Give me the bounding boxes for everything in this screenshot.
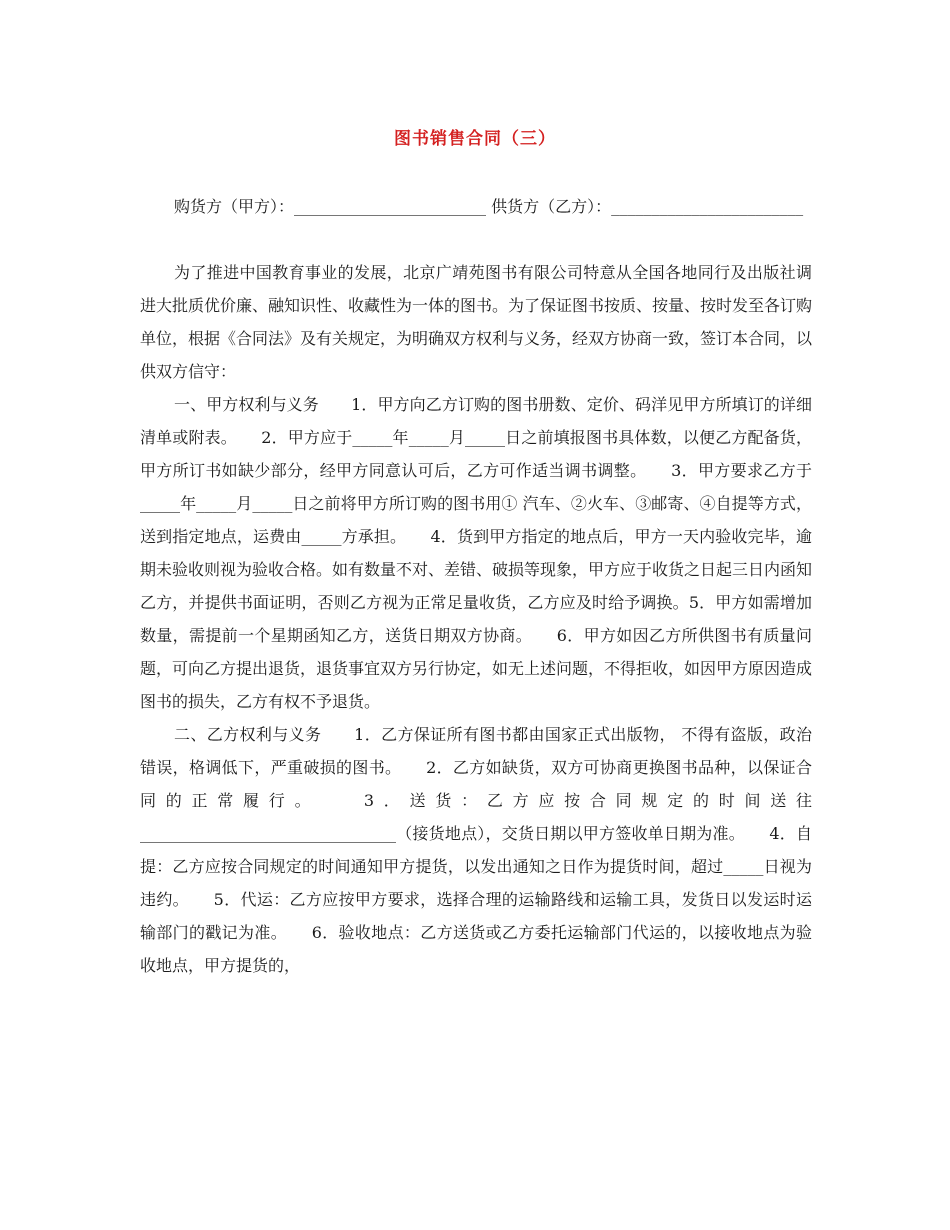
parties-line: 购货方（甲方）：________________________ 供货方（乙方）：________________________ [174,197,804,216]
document-title: 图书销售合同（三） [394,129,556,149]
paragraph-party-b-rights: 二、乙方权利与义务 1．乙方保证所有图书都由国家正式出版物， 不得有盗版，政治错误，格调低下，严重破损的图书。 2．乙方如缺货，双方可协商更换图书品种，以保证合同的正常履行。 3．送货：乙方应按合同规定的时间送往________________________________（接货地点），交货日期以甲方签收单日期为准。 4．自提：乙方应按合同规定的时间通知甲方提货，以发出通知之日作为提货时间，超过_____日视为违约。 5．代运：乙方应按甲方要求，选择合理的运输路线和运输工具，发货日以发运时运输部门的戳记为准。 6．验收地点：乙方送货或乙方委托运输部门代运的，以接收地点为验收地点，甲方提货的， [140,725,812,975]
contract-body [140,256,812,982]
paragraph-intro: 为了推进中国教育事业的发展，北京广靖苑图书有限公司特意从全国各地同行及出版社调进大批质优价廉、融知识性、收藏性为一体的图书。为了保证图书按质、按量、按时发至各订购单位，根据《合同法》及有关规定，为明确双方权利与义务，经双方协商一致，签订本合同，以供双方信守： [140,263,813,381]
paragraph-party-a-rights: 一、甲方权利与义务 1．甲方向乙方订购的图书册数、定价、码洋见甲方所填订的详细清单或附表。 2．甲方应于_____年_____月_____日之前填报图书具体数，以便乙方配备货，甲方所订书如缺少部分，经甲方同意认可后，乙方可作适当调书调整。 3．甲方要求乙方于_____年_____月_____日之前将甲方所订购的图书用① 汽车、②火车、③邮寄、④自提等方式，送到指定地点，运费由_____方承担。 4．货到甲方指定的地点后，甲方一天内验收完毕，逾期未验收则视为验收合格。如有数量不对、差错、破损等现象，甲方应于收货之日起三日内函知乙方，并提供书面证明，否则乙方视为正常足量收货，乙方应及时给予调换。5．甲方如需增加数量，需提前一个星期函知乙方，送货日期双方协商。 6．甲方如因乙方所供图书有质量问题，可向乙方提出退货，退货事宜双方另行协定，如无上述问题，不得拒收，如因甲方原因造成图书的损失，乙方有权不予退货。 [140,395,813,711]
